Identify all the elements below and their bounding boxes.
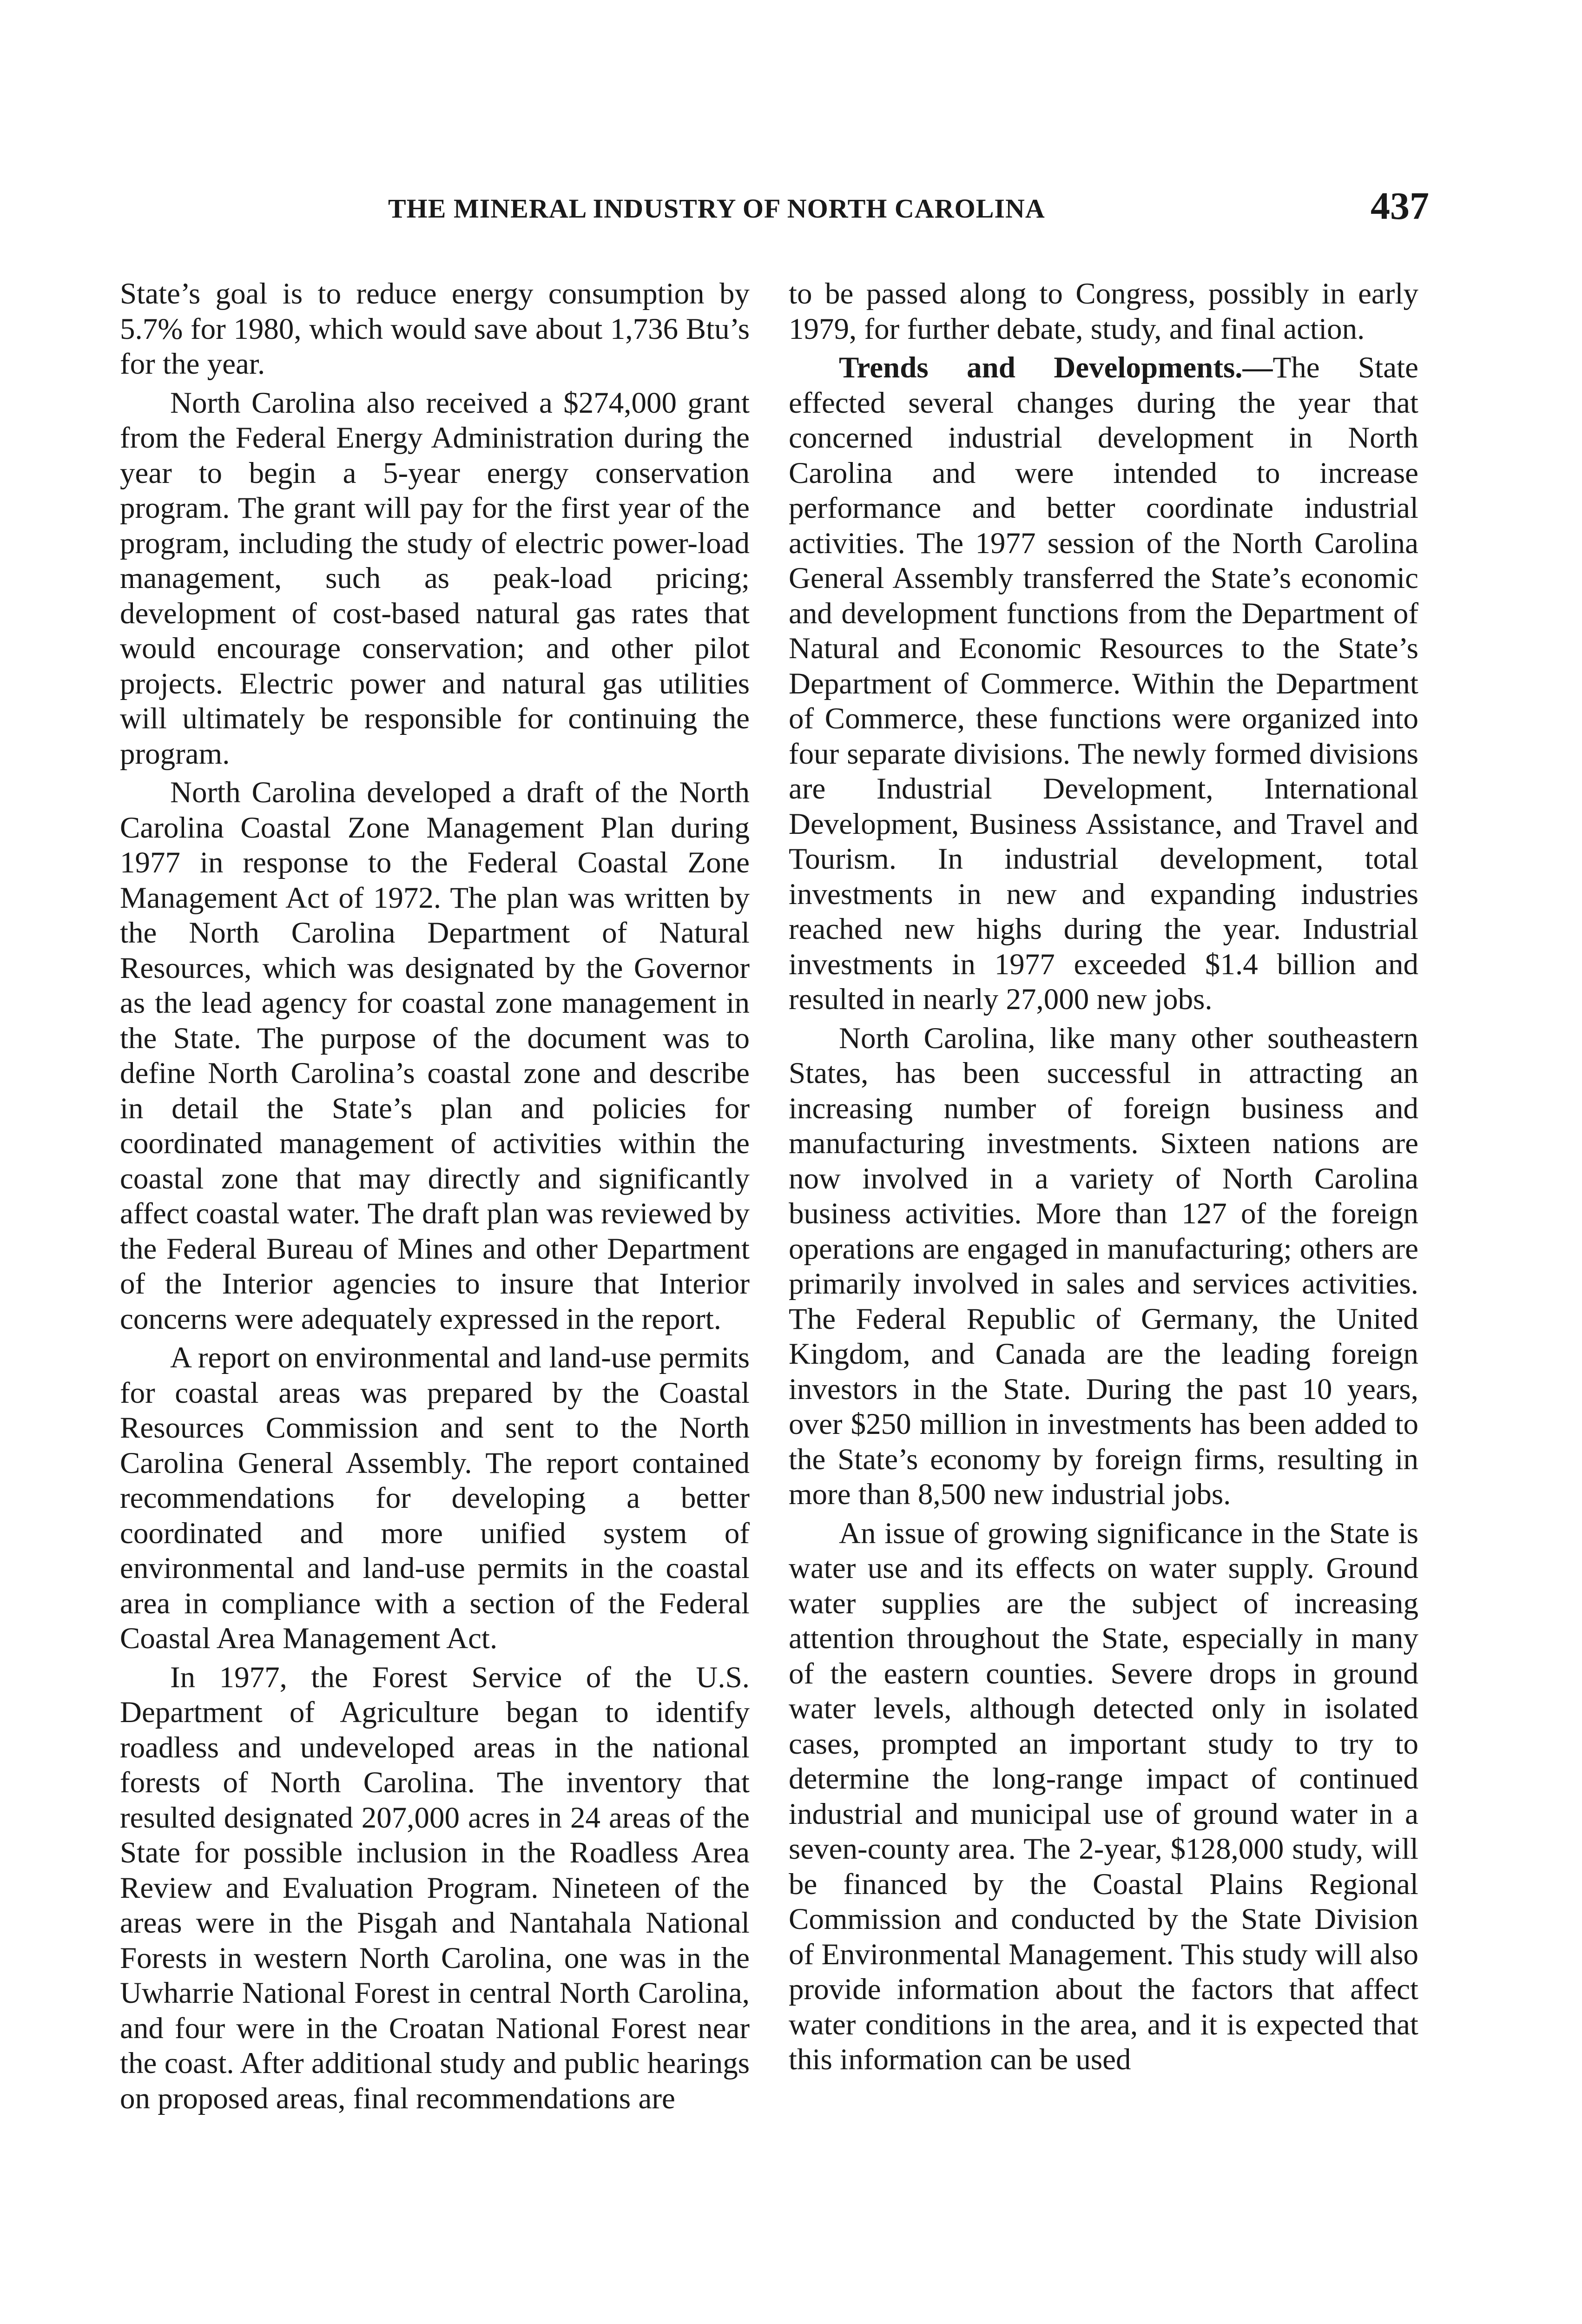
paragraph: North Carolina developed a draft of the North Carolina Coastal Zone Management Plan during 1977 in response to the Federal Coastal Zone Management Act of 1972. The plan was written by the North Carolina Department of Natural Resources, which was designated by the Governor as the lead agency for coastal zone management in the State. The purpose of the document was to define North Carolina’s coastal zone and describe in detail the State’s plan and policies for coordinated management of activities within the coastal zone that may directly and significantly affect coastal water. The draft plan was reviewed by the Federal Bureau of Mines and other Department of the Interior agencies to insure that Interior concerns were adequately expressed in the report.: [120, 776, 750, 1336]
paragraph: A report on environmental and land-use permits for coastal areas was prepared by the Coastal Resources Commission and sent to the North Carolina General Assembly. The report contained recommendations for developing a better coordinated and more unified system of environmental and land-use permits in the coastal area in compliance with a section of the Federal Coastal Area Management Act.: [120, 1341, 750, 1655]
running-title: THE MINERAL INDUSTRY OF NORTH CAROLINA: [388, 193, 1045, 224]
paragraph: North Carolina, like many other southeastern States, has been successful in attracting an increasing number of foreign business and manufacturing investments. Sixteen nations are now involved in a variety of North Carolina business activities. More than 127 of the foreign operations are engaged in manufacturing; others are primarily involved in sales and services activities. The Federal Republic of Germany, the United Kingdom, and Canada are the leading foreign investors in the State. During the past 10 years, over $250 million in investments has been added to the State’s economy by foreign firms, resulting in more than 8,500 new industrial jobs.: [789, 1021, 1418, 1511]
section-subheading: Trends and Developments.—: [839, 351, 1273, 384]
paragraph: State’s goal is to reduce energy consumption by 5.7% for 1980, which would save about 1,736 Btu’s for the year.: [120, 277, 750, 381]
paragraph-with-subheading: [789, 350, 1418, 1017]
paragraph: An issue of growing significance in the State is water use and its effects on water supply. Ground water supplies are the subject of increasing attention throughout the State, especially in many of the eastern counties. Severe drops in ground water levels, although detected only in isolated cases, prompted an important study to try to determine the long-range impact of continued industrial and municipal use of ground water in a seven-county area. The 2-year, $128,000 study, will be financed by the Coastal Plains Regional Commission and conducted by the State Division of Environmental Management. This study will also provide information about the factors that affect water conditions in the area, and it is expected that this information can be used: [789, 1516, 1418, 2076]
page-header: [119, 184, 1429, 230]
paragraph: North Carolina also received a $274,000 grant from the Federal Energy Administration during the year to begin a 5-year energy conservation program. The grant will pay for the first year of the program, including the study of electric power-load management, such as peak-load pricing; development of cost-based natural gas rates that would encourage conservation; and other pilot projects. Electric power and natural gas utilities will ultimately be responsible for continuing the program.: [120, 386, 750, 771]
page-number: 437: [1371, 185, 1429, 228]
left-column: [120, 277, 750, 2116]
right-column: [789, 277, 1418, 2078]
paragraph: In 1977, the Forest Service of the U.S. Department of Agriculture began to identify roadless and undeveloped areas in the national forests of North Carolina. The inventory that resulted designated 207,000 acres in 24 areas of the State for possible inclusion in the Roadless Area Review and Evaluation Program. Nineteen of the areas were in the Pisgah and Nantahala National Forests in western North Carolina, one was in the Uwharrie National Forest in central North Carolina, and four were in the Croatan National Forest near the coast. After additional study and public hearings on proposed areas, final recommendations are: [120, 1660, 750, 2115]
paragraph: to be passed along to Congress, possibly in early 1979, for further debate, study, and final action.: [789, 277, 1418, 346]
paragraph-text: The State effected several changes during the year that concerned industrial development in North Carolina and were intended to increase performance and better coordinate industrial activities. The 1977 session of the North Carolina General Assembly transferred the State’s economic and development functions from the Department of Natural and Economic Resources to the State’s Department of Commerce. Within the Department of Commerce, these functions were organized into four separate divisions. The newly formed divisions are Industrial Development, International Development, Business Assistance, and Travel and Tourism. In industrial development, total investments in new and expanding industries reached new highs during the year. Industrial investments in 1977 exceeded $1.4 billion and resulted in nearly 27,000 new jobs.: [789, 351, 1418, 1016]
